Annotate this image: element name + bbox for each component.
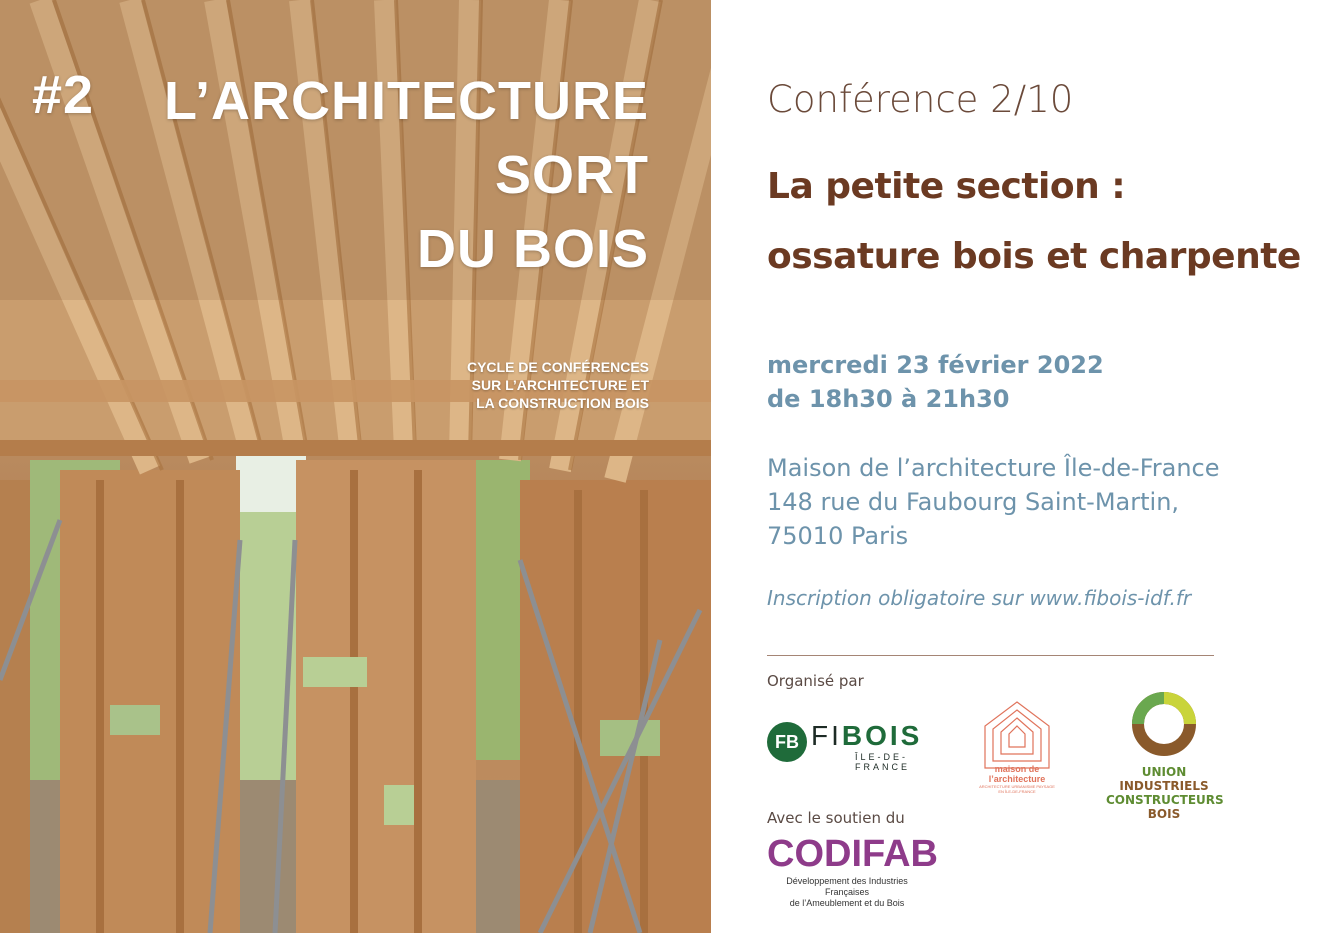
codifab-wordmark: CODIFAB — [767, 833, 938, 875]
event-info-panel — [711, 0, 1320, 933]
uicb-line — [1106, 793, 1222, 821]
fibois-badge-icon: FB — [767, 722, 807, 762]
venue-line: 75010 Paris — [767, 522, 909, 550]
registration-link[interactable]: Inscription obligatoire sur www.fibois-idf.fr — [767, 586, 1192, 610]
fibois-wordmark — [811, 720, 922, 752]
conference-title-line: La petite section : — [767, 166, 1126, 207]
codifab-logo — [767, 832, 937, 909]
series-subtitle-line: LA CONSTRUCTION BOIS — [476, 395, 649, 411]
venue-line: 148 rue du Faubourg Saint-Martin, — [767, 488, 1180, 516]
organizers-label: Organisé par — [767, 672, 864, 690]
series-subtitle — [349, 358, 649, 412]
venue-line: Maison de l’architecture Île-de-France — [767, 454, 1220, 482]
series-subtitle-line: SUR L’ARCHITECTURE ET — [471, 377, 649, 393]
fibois-word-light: FI — [811, 720, 842, 751]
uicb-line1-a: UNION — [1141, 765, 1187, 779]
series-title-line: DU BOIS — [416, 219, 649, 279]
conference-title — [767, 152, 1307, 292]
event-venue — [767, 451, 1220, 553]
uicb-line2-a: CONSTRUCTEURS — [1106, 793, 1224, 807]
uicb-wordmark — [1106, 765, 1222, 821]
series-title-line: L’ARCHITECTURE — [164, 71, 649, 131]
fibois-word-bold: BOIS — [841, 720, 923, 751]
maison-name-line: maison de — [994, 764, 1040, 774]
maison-architecture-name — [977, 764, 1057, 784]
maison-name-line: l’architecture — [988, 774, 1046, 784]
maison-architecture-tagline: ARCHITECTURE URBANISME PAYSAGE EN ÎLE-DE-FRANCE — [979, 784, 1055, 794]
codifab-caption-line: Développement des Industries Françaises — [786, 876, 908, 897]
fibois-logo — [767, 718, 947, 772]
uicb-line — [1106, 765, 1222, 793]
codifab-caption — [767, 876, 927, 909]
series-title — [129, 64, 649, 286]
conference-title-line: ossature bois et charpente — [767, 236, 1301, 277]
codifab-caption-line: de l’Ameublement et du Bois — [789, 898, 905, 908]
series-number: #2 — [32, 65, 95, 125]
uicb-ring-icon — [1130, 690, 1198, 758]
event-date: mercredi 23 février 2022 — [767, 351, 1104, 379]
divider — [767, 655, 1214, 656]
uicb-line1-b: INDUSTRIELS — [1119, 779, 1209, 793]
series-subtitle-line: CYCLE DE CONFÉRENCES — [466, 359, 649, 375]
fibois-region: ÎLE-DE-FRANCE — [855, 752, 911, 772]
conference-number: Conférence 2/10 — [767, 78, 1074, 121]
uicb-line2-b: BOIS — [1147, 807, 1181, 821]
support-label: Avec le soutien du — [767, 809, 905, 827]
event-time: de 18h30 à 21h30 — [767, 385, 1010, 413]
series-title-line: SORT — [494, 145, 649, 205]
event-datetime — [767, 348, 1104, 416]
